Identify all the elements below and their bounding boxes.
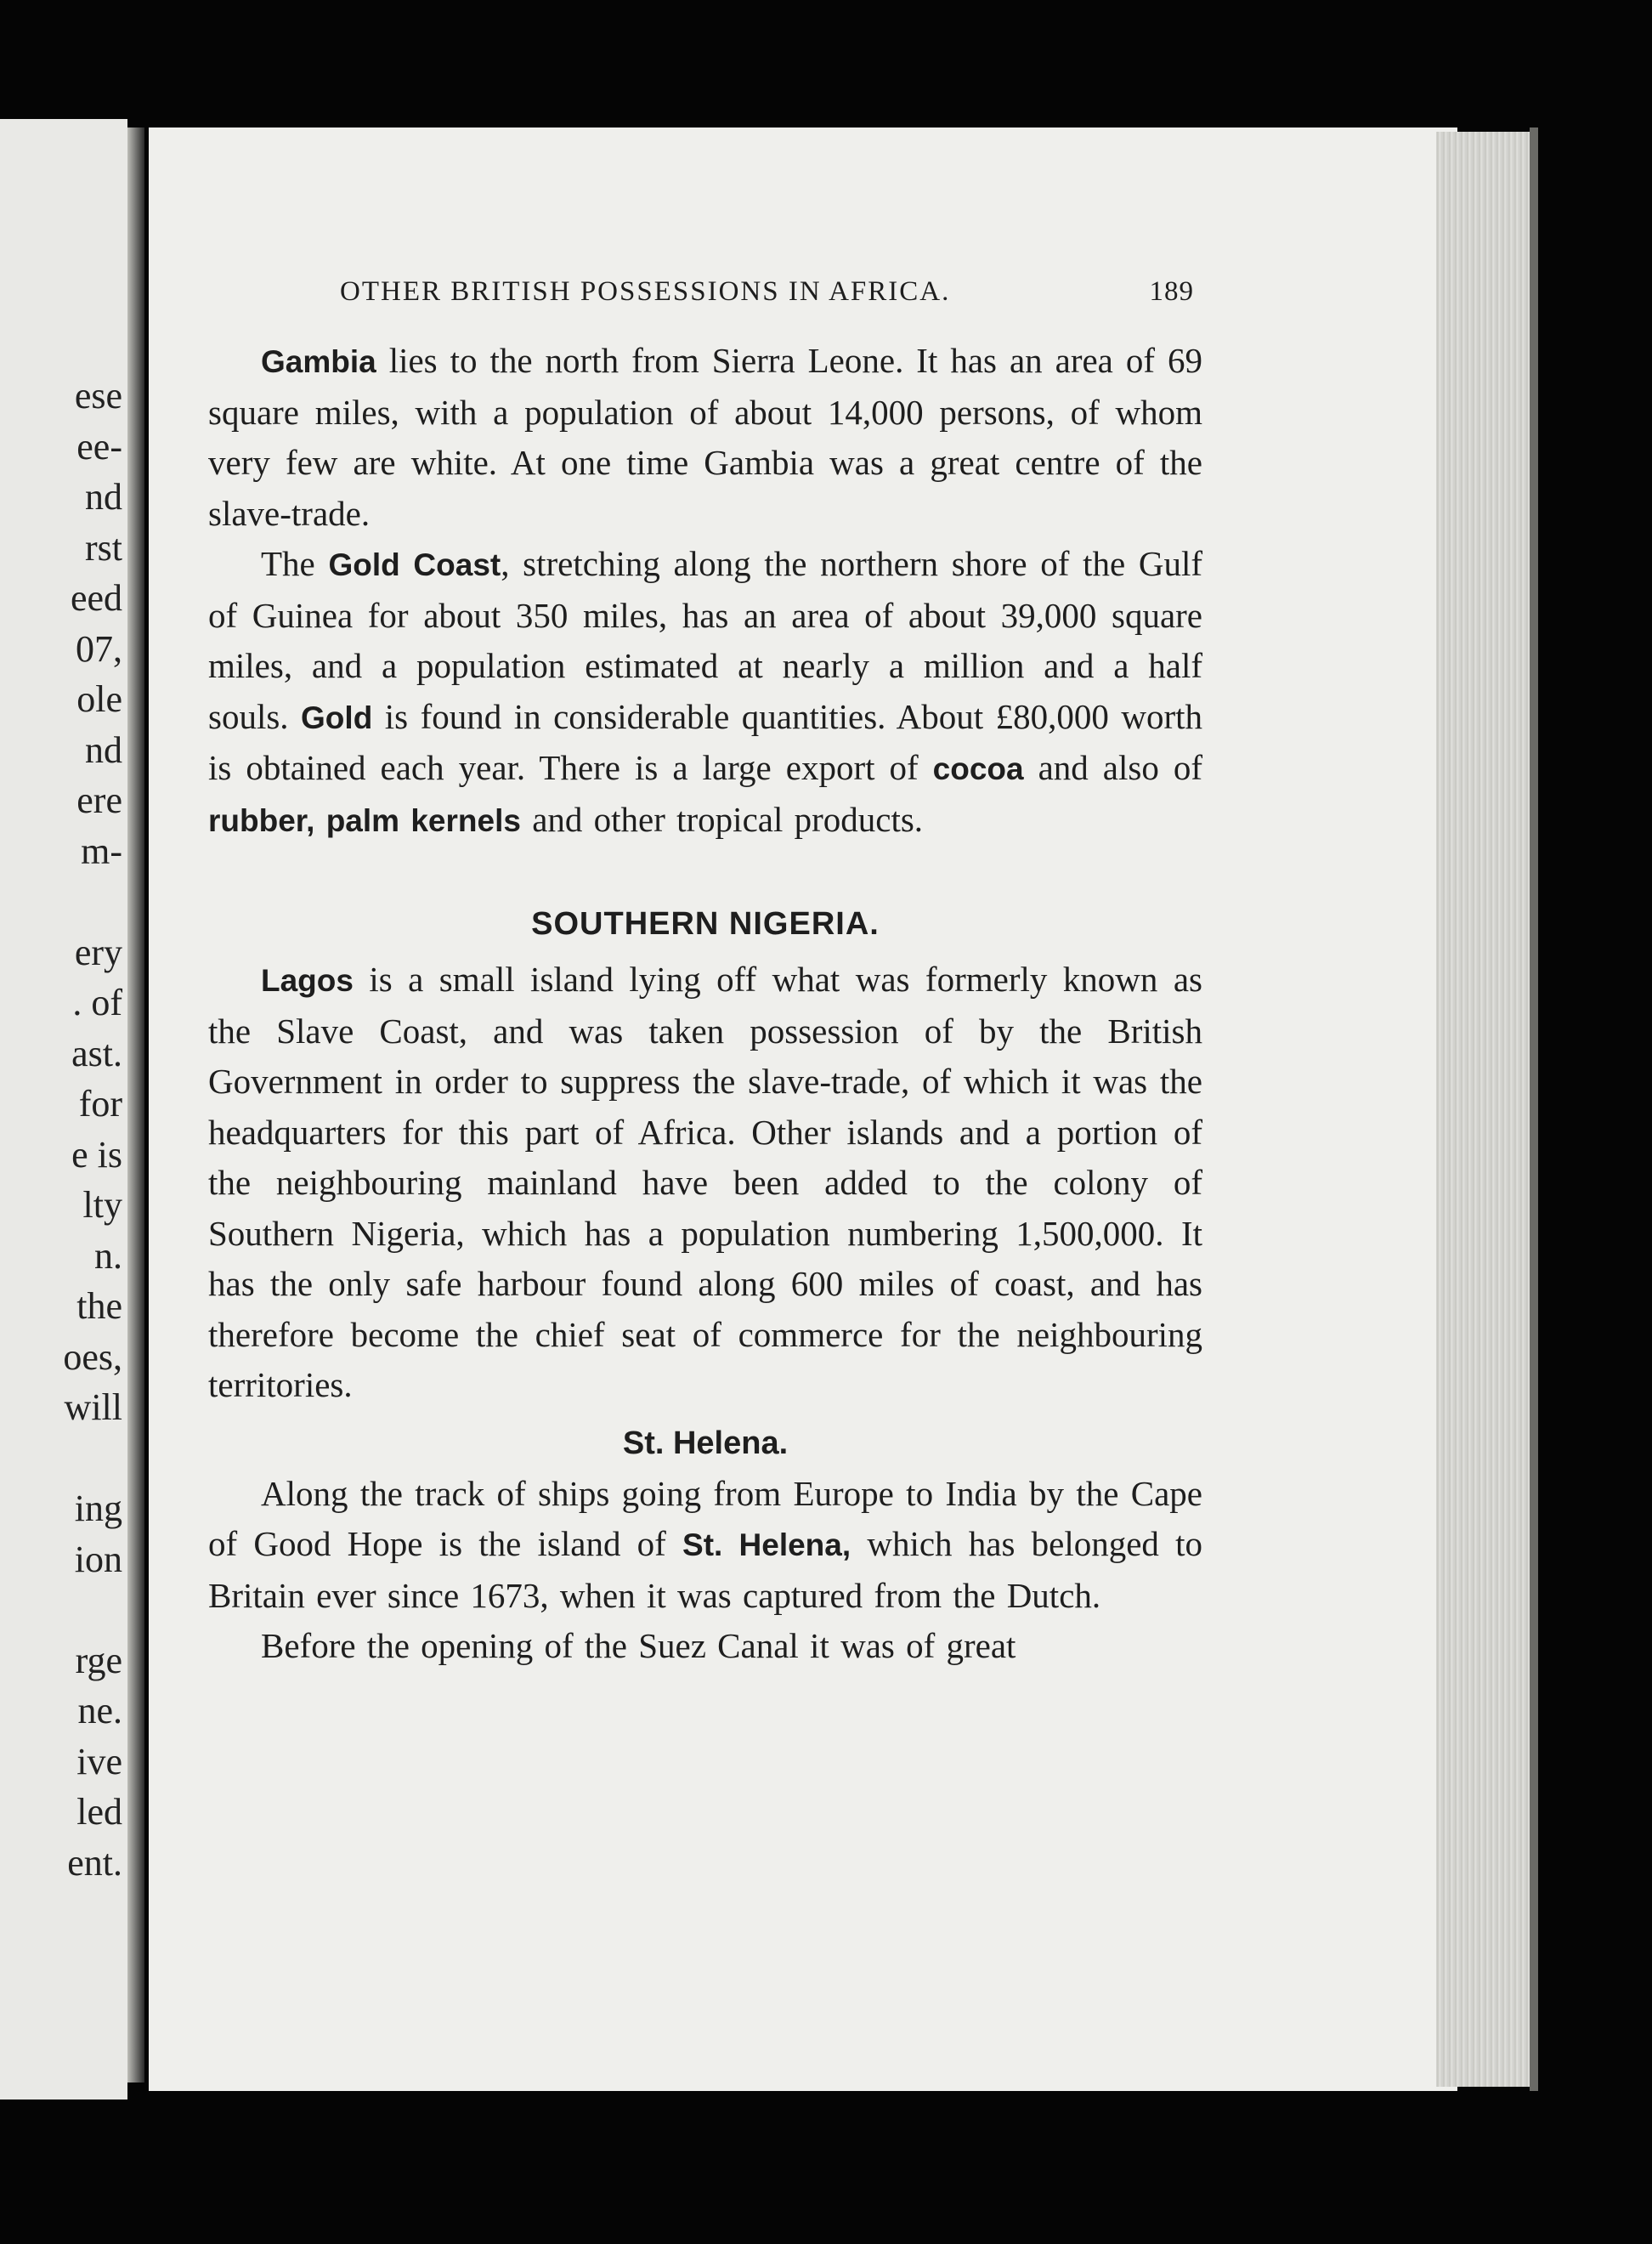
gambia-text: lies to the north from Sierra Leone. It has an area of 69 square miles, with a population of about 14,000 persons, of whom very few are white. At one time Gambia was a great centre of the slave-trade. <box>208 341 1202 533</box>
left-page-fragment: ee- <box>76 425 122 468</box>
running-head <box>340 276 1194 336</box>
left-page-fragment: ole <box>76 678 122 720</box>
left-page-fragment: n. <box>94 1234 122 1277</box>
book-gutter <box>127 128 144 2082</box>
left-page-fragment: nd <box>85 476 122 518</box>
left-page-fragment: ere <box>76 779 122 821</box>
left-page-fragment: m- <box>81 830 122 872</box>
gold-coast-text-4: and also of <box>1023 748 1202 787</box>
page-number: 189 <box>1149 276 1194 307</box>
left-page-fragment: lty <box>82 1184 122 1226</box>
st-helena-text-3: Before the opening of the Suez Canal it was of great <box>261 1626 1016 1665</box>
paragraph-gold-coast <box>208 539 1202 846</box>
page-edge-shadow <box>1530 128 1538 2091</box>
st-helena-text-2: which has belonged to Britain ever since 1673, when it was captured from the Dutch. <box>208 1524 1202 1615</box>
st-helena-text-1: Along the track of ships going from Europe to India by the Cape of Good Hope is the island of <box>208 1473 1202 1563</box>
gold-coast-text-2: , stretching along the northern shore of the Gulf of Guinea for about 350 miles, has an area of about 39,000 square miles, and a population estimated at nearly a million and a half souls. <box>208 544 1202 736</box>
gold-coast-text-3: is found in considerable quantities. About £80,000 worth is obtained each year. There is a large export of <box>208 696 1202 787</box>
left-page-fragment: will <box>64 1386 122 1428</box>
left-page-fragment: ion <box>74 1538 122 1580</box>
left-page-fragment: e is <box>71 1133 122 1176</box>
paragraph-gambia <box>208 336 1202 539</box>
term-lagos: Lagos <box>261 963 354 998</box>
term-gambia: Gambia <box>261 344 376 379</box>
paragraph-lagos <box>208 955 1202 1411</box>
left-page-fragment: oes, <box>63 1335 122 1378</box>
left-page-fragment: ive <box>76 1740 122 1782</box>
left-page-fragment: . of <box>72 982 122 1023</box>
left-page-fragment: for <box>78 1083 122 1125</box>
term-gold-coast: Gold Coast <box>328 547 501 582</box>
left-facing-page <box>0 119 127 2100</box>
gold-coast-text-1: The <box>261 544 329 583</box>
left-page-fragment: ery <box>74 931 122 973</box>
left-page-fragment: ing <box>74 1488 122 1529</box>
page-edges <box>1436 132 1538 2087</box>
paragraph-st-helena-2 <box>208 1621 1202 1672</box>
left-page-fragment: the <box>76 1285 122 1327</box>
lagos-text: is a small island lying off what was formerly known as the Slave Coast, and was taken possession of by the British Government in order to suppress the slave-trade, of which it was the headquarters for this part of Africa. Other islands and a portion of the neighbouring mainland have been added to the colony of Southern Nigeria, which has a population numbering 1,500,000. It has the only safe harbour found along 600 miles of coast, and has therefore become the chief seat of commerce for the neighbouring territories. <box>208 960 1202 1404</box>
term-st-helena: St. Helena, <box>682 1527 851 1562</box>
left-page-fragment: nd <box>85 728 122 771</box>
heading-southern-nigeria: SOUTHERN NIGERIA. <box>531 906 880 942</box>
left-page-fragment: ent. <box>67 1841 122 1884</box>
term-rubber-palm-kernels: rubber, palm kernels <box>208 802 521 838</box>
term-gold: Gold <box>301 700 373 735</box>
left-page-fragment: led <box>76 1791 122 1833</box>
left-page-fragment: rst <box>85 526 122 569</box>
term-cocoa: cocoa <box>932 751 1024 786</box>
heading-st-helena: St. Helena. <box>622 1425 789 1461</box>
paragraph-st-helena-1 <box>208 1469 1202 1622</box>
left-page-fragment: 07, <box>76 627 122 670</box>
left-page-fragment: eed <box>70 577 122 619</box>
left-page-fragment: ast. <box>71 1032 122 1074</box>
left-page-fragment: ese <box>74 375 122 416</box>
page-content <box>208 276 1202 1672</box>
running-head-title: OTHER BRITISH POSSESSIONS IN AFRICA. <box>340 276 951 307</box>
left-page-fragment: ne. <box>77 1690 122 1731</box>
left-page-fragment: rge <box>75 1639 122 1681</box>
gold-coast-text-5: and other tropical products. <box>520 799 924 839</box>
